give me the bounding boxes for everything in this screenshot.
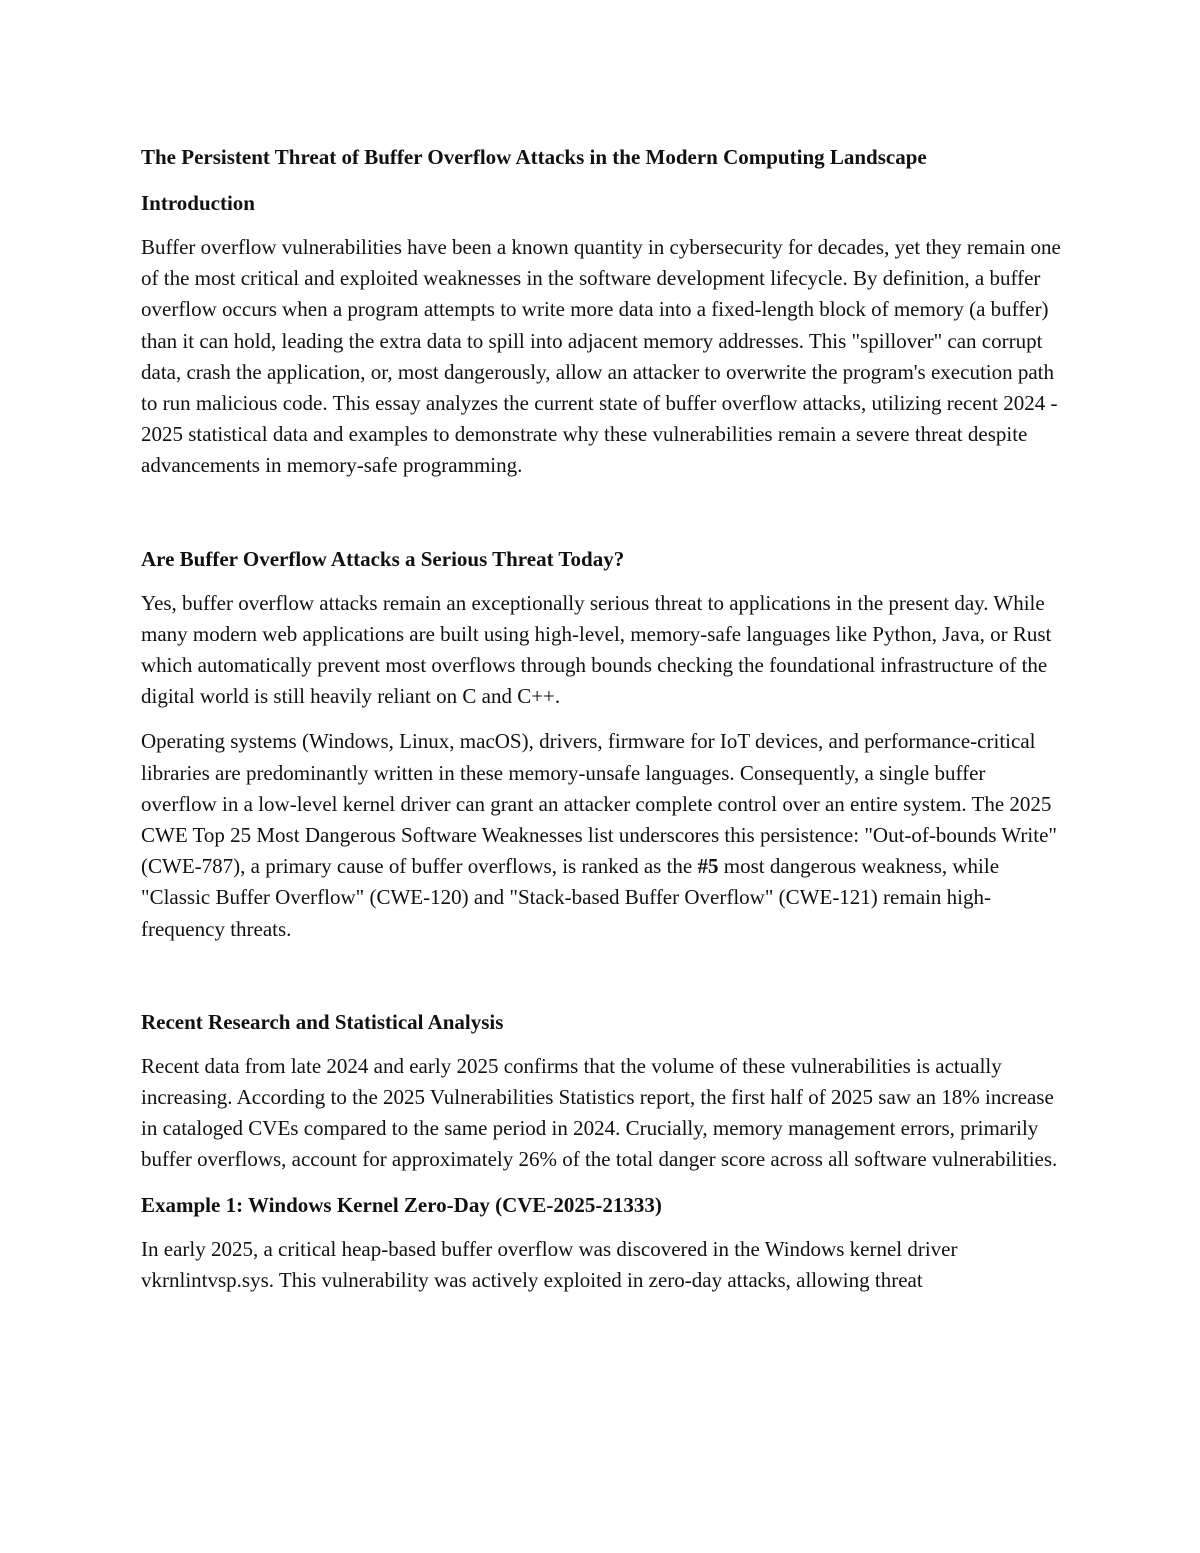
intro-heading: Introduction bbox=[141, 191, 255, 215]
threat-heading: Are Buffer Overflow Attacks a Serious Threat Today? bbox=[141, 546, 625, 571]
example-1-paragraph: In early 2025, a critical heap-based buffer overflow was discovered in the Windows kernel driver vkrnlintvsp.sys. This vulnerability was actively exploited in zero-day attacks, allowing threat bbox=[141, 1236, 958, 1292]
threat-paragraph-2-text-after: most dangerous weakness, while "Classic Buffer Overflow" (CWE-120) and "Stack-based Buffer Overflow" (CWE-121) remain high-frequency threats. bbox=[141, 854, 1000, 941]
intro-paragraph: Buffer overflow vulnerabilities have been a known quantity in cybersecurity for decades, yet they remain one of the most critical and exploited weaknesses in the software development lifecycle. By definition, a buffer overflow occurs when a program attempts to write more data into a fixed-length block of memory (a buffer) than it can hold, leading the extra data to spill into adjacent memory addresses. This "spillover" can corrupt data, crash the application, or, most dangerously, allow an attacker to overwrite the program's execution path to run malicious code. This essay analyzes the current state of buffer overflow attacks, utilizing recent 2024 - 2025 statistical data and examples to demonstrate why these vulnerabilities remain a severe threat despite advancements in memory-safe programming. bbox=[141, 235, 1061, 478]
document-title: The Persistent Threat of Buffer Overflow Attacks in the Modern Computing Landscape bbox=[141, 145, 927, 169]
example-1-heading: Example 1: Windows Kernel Zero-Day (CVE-2025-21333) bbox=[141, 1192, 662, 1217]
threat-paragraph-1: Yes, buffer overflow attacks remain an exceptionally serious threat to applications in the present day. While many modern web applications are built using high-level, memory-safe languages like Python, Java, or Rust which automatically prevent most overflows through bounds checking the foundational infrastructure of the digital world is still heavily reliant on C and C++. bbox=[141, 590, 1052, 709]
section-spacer bbox=[141, 959, 1066, 1007]
research-heading: Recent Research and Statistical Analysis bbox=[141, 1009, 504, 1034]
document-page bbox=[141, 142, 1066, 1310]
threat-paragraph-2 bbox=[141, 726, 1066, 944]
section-spacer bbox=[141, 496, 1066, 544]
research-paragraph: Recent data from late 2024 and early 2025 confirms that the volume of these vulnerabilities is actually increasing. According to the 2025 Vulnerabilities Statistics report, the first half of 2025 saw an 18% increase in cataloged CVEs compared to the same period in 2024. Crucially, memory management errors, primarily buffer overflows, account for approximately 26% of the total danger score across all software vulnerabilities. bbox=[141, 1053, 1058, 1172]
rank-highlight: #5 bbox=[697, 854, 719, 879]
threat-paragraph-2-text-before: Operating systems (Windows, Linux, macOS), drivers, firmware for IoT devices, and performance-critical libraries are predominantly written in these memory-unsafe languages. Consequently, a single buffer overflow in a low-level kernel driver can grant an attacker complete control over an entire system. The 2025 CWE Top 25 Most Dangerous Software Weaknesses list underscores this persistence: "Out-of-bounds Write" (CWE-787), a primary cause of buffer overflows, is ranked as the bbox=[141, 729, 1057, 879]
